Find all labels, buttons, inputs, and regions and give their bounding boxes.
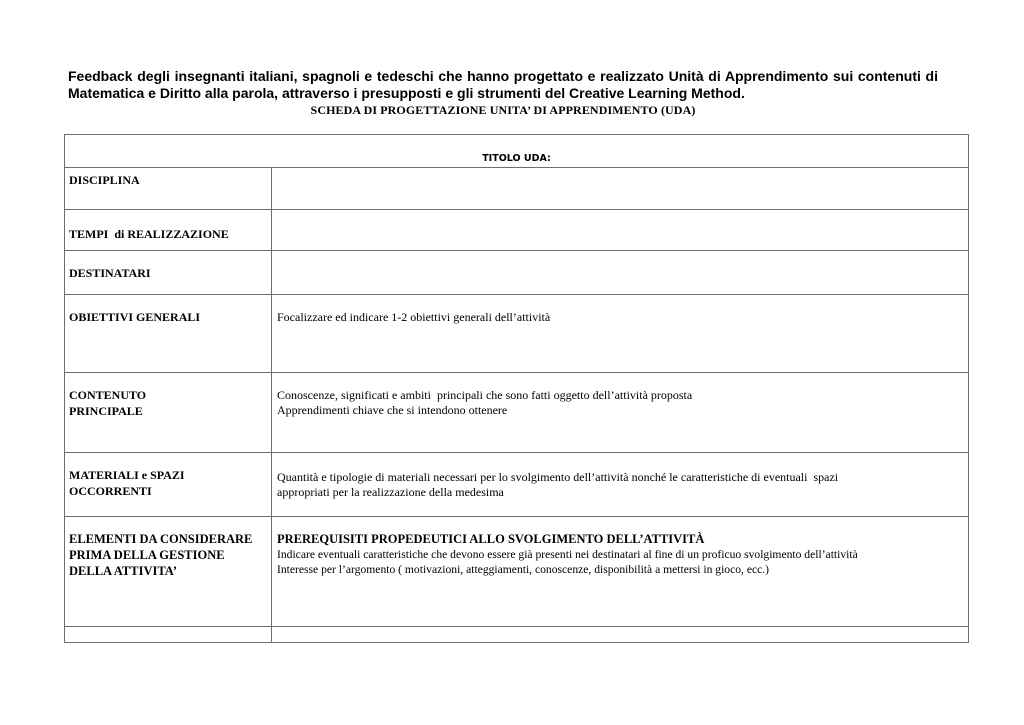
table-row-obiettivi: [65, 295, 969, 373]
elementi-value-line-2: Interesse per l’argomento ( motivazioni, atteggiamenti, conoscenze, disponibilità a mettersi in gioco, ecc.): [277, 563, 770, 576]
disciplina-value: [272, 168, 969, 210]
table-row-contenuto: [65, 373, 969, 453]
obiettivi-value: Focalizzare ed indicare 1-2 obiettivi generali dell’attività: [272, 295, 969, 373]
materiali-label: [65, 453, 272, 517]
contenuto-value-line-1: Conoscenze, significati e ambiti principali che sono fatti oggetto dell’attività proposta: [277, 388, 693, 402]
destinatari-label: DESTINATARI: [65, 251, 272, 295]
disciplina-label: DISCIPLINA: [65, 168, 272, 210]
elementi-label-line-3: DELLA ATTIVITA’: [69, 564, 178, 578]
elementi-label-line-1: ELEMENTI DA CONSIDERARE: [69, 532, 253, 546]
empty-label: [65, 627, 272, 643]
empty-value: [272, 627, 969, 643]
table-row-disciplina: [65, 168, 969, 210]
materiali-label-line-2: OCCORRENTI: [69, 484, 152, 498]
table-row-destinatari: [65, 251, 969, 295]
tempi-value: [272, 210, 969, 251]
contenuto-label-line-1: CONTENUTO: [69, 388, 147, 402]
destinatari-value: [272, 251, 969, 295]
table-row-tempi: [65, 210, 969, 251]
contenuto-value: [272, 373, 969, 453]
elementi-value: [272, 517, 969, 627]
materiali-value: [272, 453, 969, 517]
table-row-empty: [65, 627, 969, 643]
table-row-materiali: [65, 453, 969, 517]
materiali-label-line-1: MATERIALI e SPAZI: [69, 468, 185, 482]
title-row: [65, 135, 969, 168]
form-subheading: SCHEDA DI PROGETTAZIONE UNITA’ DI APPRENDIMENTO (UDA): [310, 103, 696, 117]
materiali-value-line-2: appropriati per la realizzazione della medesima: [277, 485, 504, 499]
elementi-value-line-1: Indicare eventuali caratteristiche che devono essere già presenti nei destinatari al fine di un proficuo svolgimento dell’attività: [277, 548, 858, 561]
tempi-label: TEMPI di REALIZZAZIONE: [65, 210, 272, 251]
elementi-label-line-2: PRIMA DELLA GESTIONE: [69, 548, 225, 562]
contenuto-label: [65, 373, 272, 453]
materiali-value-line-1: Quantità e tipologie di materiali necessari per lo svolgimento dell’attività nonché le caratteristiche di eventuali spazi: [277, 470, 839, 484]
document-heading: Feedback degli insegnanti italiani, spagnoli e tedeschi che hanno progettato e realizzato Unità di Apprendimento sui contenuti di Matematica e Diritto alla parola, attraverso i presupposti e gli strumenti del Creative Learning Method.: [68, 68, 938, 101]
obiettivi-label: OBIETTIVI GENERALI: [65, 295, 272, 373]
uda-planning-table: [64, 134, 969, 643]
elementi-label: [65, 517, 272, 627]
prerequisiti-heading: PREREQUISITI PROPEDEUTICI ALLO SVOLGIMENTO DELL’ATTIVITÀ: [277, 532, 705, 546]
title-uda-label: TITOLO UDA:: [482, 153, 551, 164]
title-uda-cell: [65, 135, 969, 168]
contenuto-label-line-2: PRINCIPALE: [69, 404, 143, 418]
contenuto-value-line-2: Apprendimenti chiave che si intendono ottenere: [277, 403, 508, 417]
table-row-elementi: [65, 517, 969, 627]
